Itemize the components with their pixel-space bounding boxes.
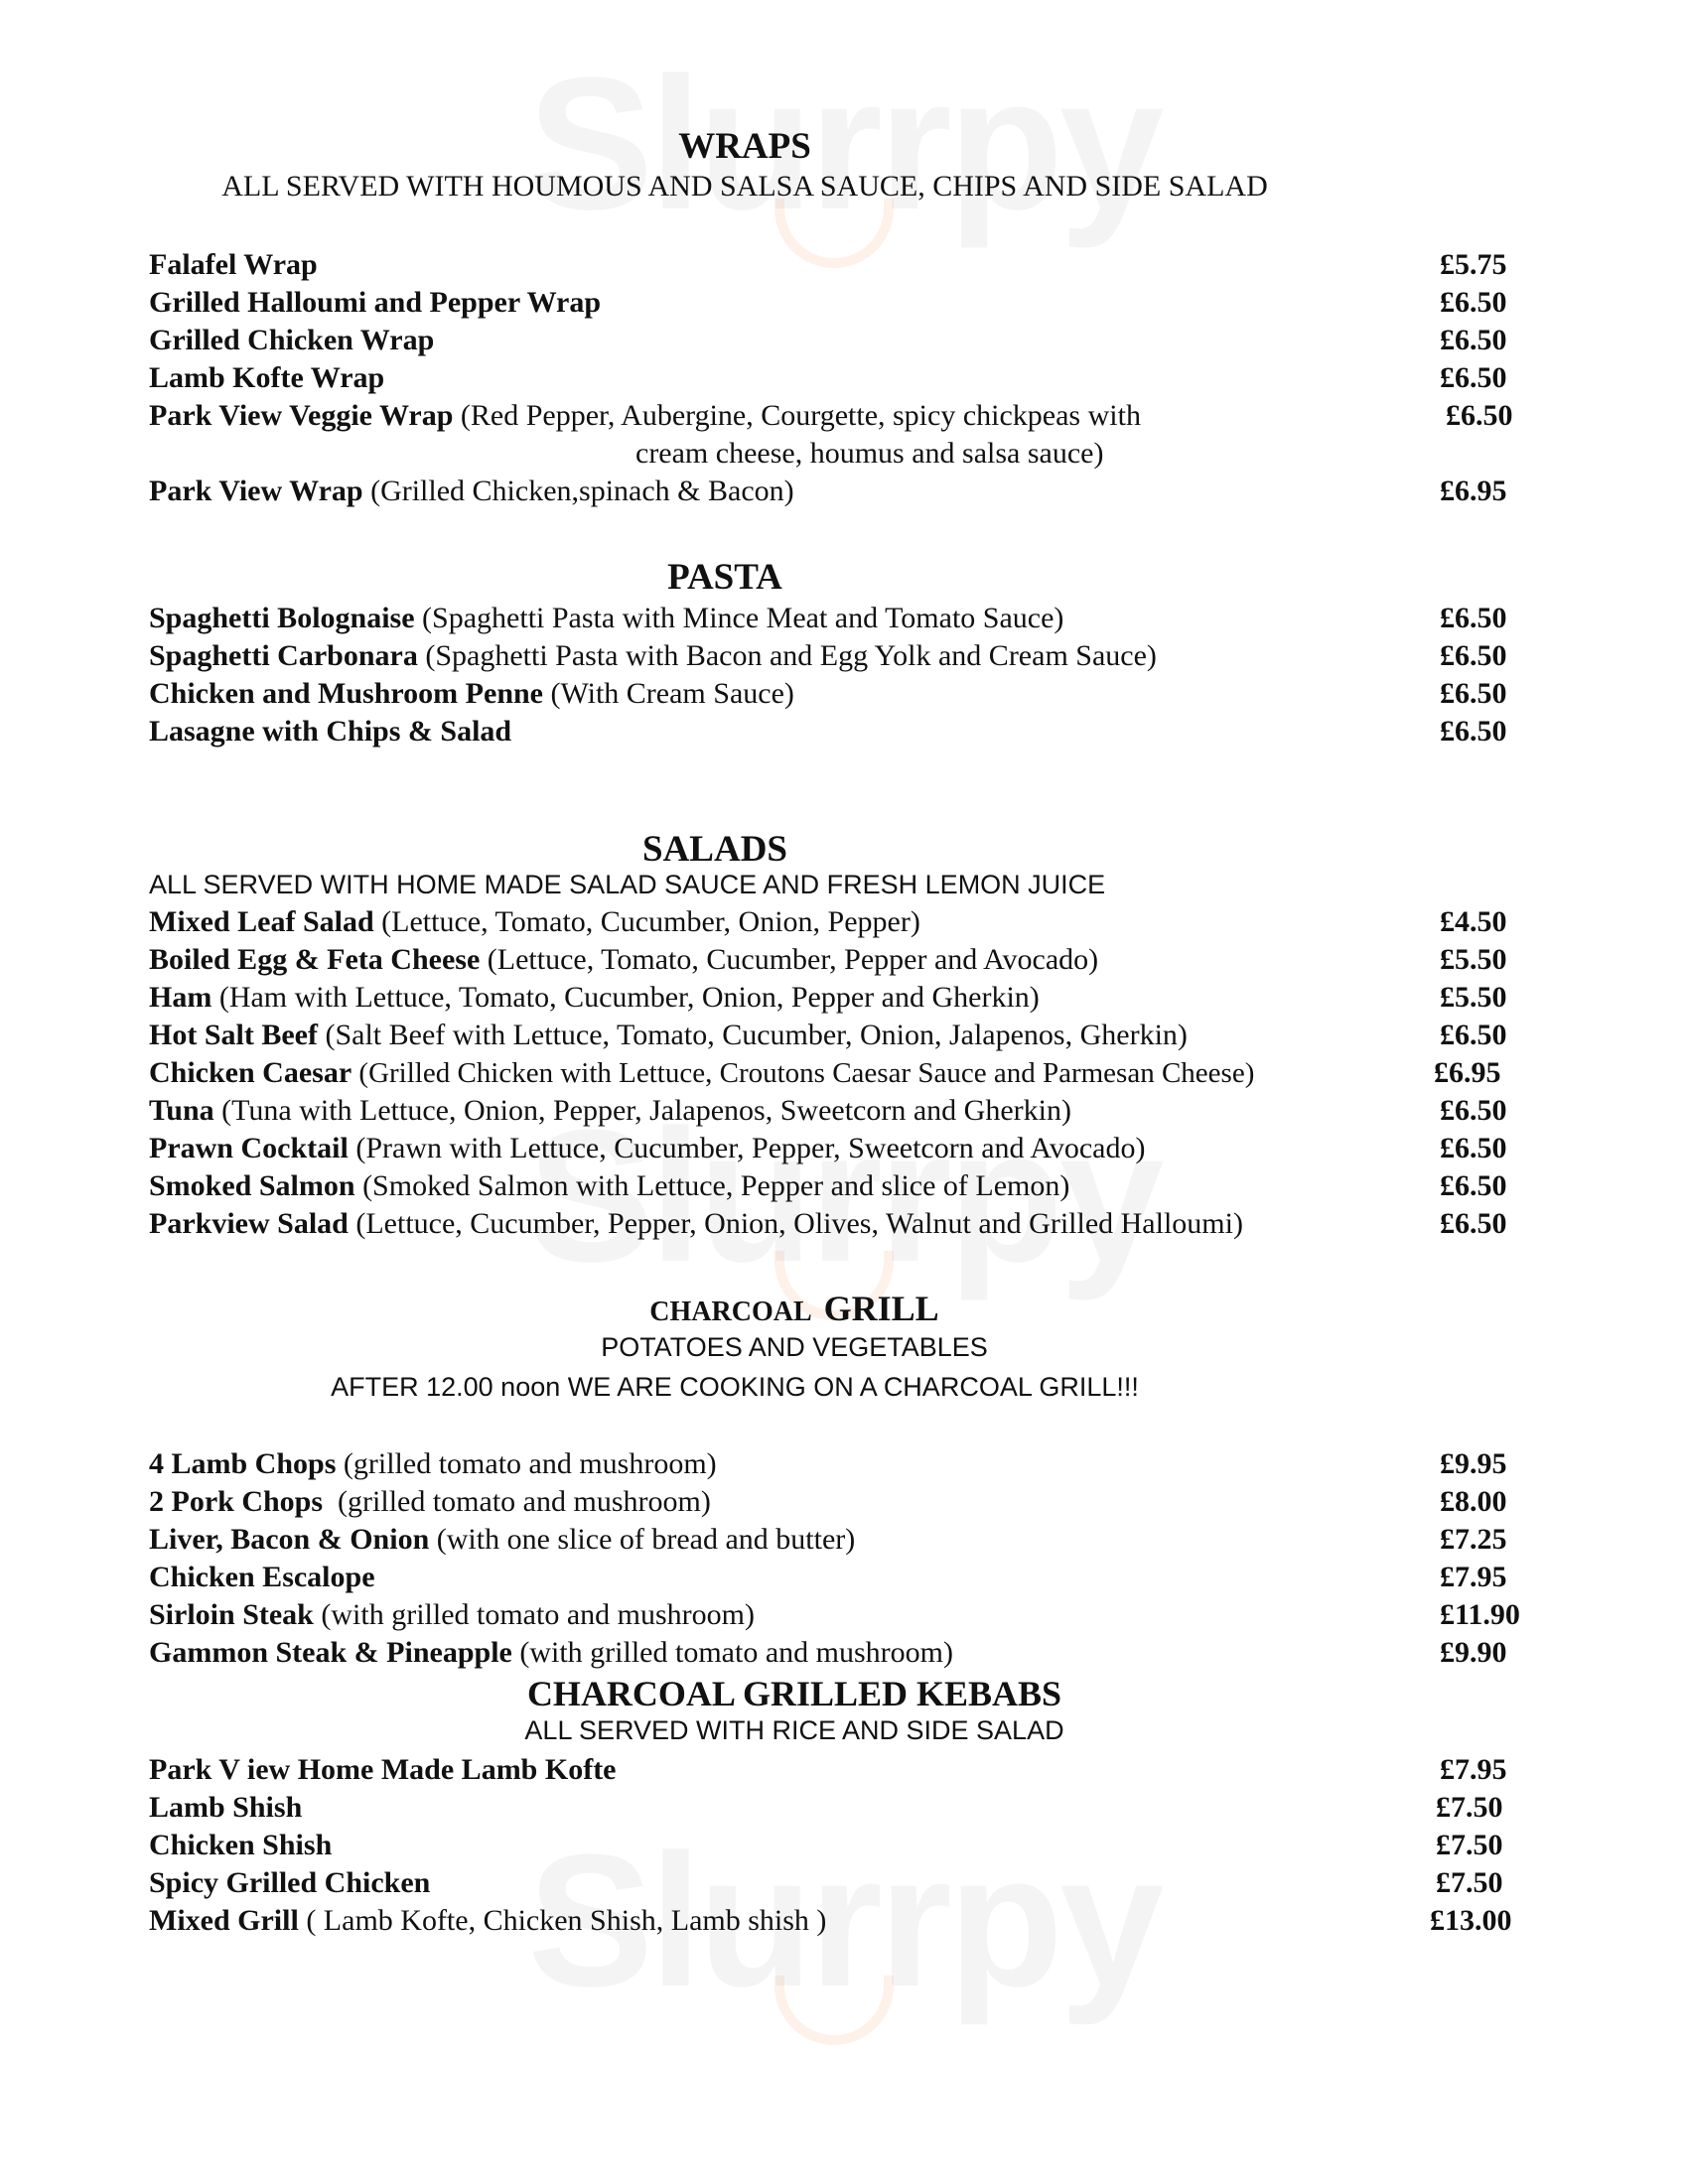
section-title-grill (447, 1289, 1142, 1336)
item-price: £9.95 (1440, 1447, 1507, 1480)
item-description: (grilled tomato and mushroom) (323, 1485, 711, 1518)
item-description: (Lettuce, Cucumber, Pepper, Onion, Olives, Walnut and Grilled Halloumi) (348, 1207, 1243, 1240)
section-subtitle-salads: ALL SERVED WITH HOME MADE SALAD SAUCE AND FRESH LEMON JUICE (149, 870, 1106, 899)
menu-item (149, 1445, 1529, 1483)
item-price: £9.90 (1440, 1636, 1507, 1669)
item-price: £7.50 (1436, 1791, 1503, 1824)
item-description: (Grilled Chicken,spinach & Bacon) (362, 475, 794, 507)
item-name: Chicken and Mushroom Penne (149, 677, 544, 710)
menu-item (149, 600, 1529, 637)
item-description: (Ham with Lettuce, Tomato, Cucumber, Onion, Pepper and Gherkin) (211, 981, 1040, 1014)
item-price: £7.95 (1440, 1753, 1507, 1786)
item-name: Grilled Halloumi and Pepper Wrap (149, 286, 602, 319)
section-subtitle-grill: POTATOES AND VEGETABLES (601, 1332, 988, 1362)
menu-item (149, 903, 1529, 941)
menu-item (149, 675, 1529, 713)
item-price: £7.95 (1440, 1561, 1507, 1593)
item-description: (Spaghetti Pasta with Bacon and Egg Yolk and Cream Sauce) (417, 639, 1157, 672)
item-name: Sirloin Steak (149, 1598, 314, 1631)
menu-item (149, 284, 1529, 322)
menu-item (149, 1789, 1529, 1827)
menu-item (149, 713, 1529, 751)
item-price: £5.50 (1440, 943, 1507, 976)
item-name: Chicken Escalope (149, 1561, 375, 1593)
menu-item (149, 1483, 1529, 1521)
section-title-kebabs: CHARCOAL GRILLED KEBABS (526, 1674, 1062, 1713)
item-name: Spaghetti Carbonara (149, 639, 418, 672)
item-name: Ham (149, 981, 212, 1014)
menu-item (149, 1017, 1529, 1054)
item-name: Spaghetti Bolognaise (149, 602, 415, 634)
item-price: £6.50 (1440, 361, 1507, 394)
item-price: £6.50 (1440, 1019, 1507, 1051)
item-description: (Prawn with Lettuce, Cucumber, Pepper, Sweetcorn and Avocado) (348, 1132, 1146, 1164)
menu-item (149, 246, 1529, 284)
item-name: Lamb Kofte Wrap (149, 361, 385, 394)
menu-item (149, 1827, 1529, 1864)
section-title-wraps: WRAPS (678, 126, 811, 167)
menu-item (149, 1521, 1529, 1559)
item-price: £8.00 (1440, 1485, 1507, 1518)
item-name: Park View Veggie Wrap (149, 399, 454, 432)
item-price: £6.50 (1440, 1169, 1507, 1202)
item-description: (with one slice of bread and butter) (429, 1523, 856, 1556)
item-price: £6.50 (1440, 324, 1507, 356)
item-price: £13.00 (1430, 1904, 1512, 1937)
item-name: 4 Lamb Chops (149, 1447, 337, 1480)
section-subtitle-kebabs: ALL SERVED WITH RICE AND SIDE SALAD (524, 1715, 1064, 1745)
menu-item (149, 1559, 1529, 1596)
grill-notice: AFTER 12.00 noon WE ARE COOKING ON A CHARCOAL GRILL!!! (331, 1372, 1139, 1402)
item-description: (Salt Beef with Lettuce, Tomato, Cucumber, Onion, Jalapenos, Gherkin) (317, 1019, 1188, 1051)
item-description: (with grilled tomato and mushroom) (511, 1636, 953, 1669)
item-price: £6.50 (1440, 715, 1507, 748)
item-name: Prawn Cocktail (149, 1132, 349, 1164)
item-price: £11.90 (1440, 1598, 1520, 1631)
item-name: Parkview Salad (149, 1207, 349, 1240)
item-name: Mixed Grill (149, 1904, 299, 1937)
item-description: (Lettuce, Tomato, Cucumber, Pepper and Avocado) (480, 943, 1099, 976)
section-subtitle-wraps: ALL SERVED WITH HOUMOUS AND SALSA SAUCE, CHIPS AND SIDE SALAD (221, 170, 1268, 203)
item-name: Hot Salt Beef (149, 1019, 318, 1051)
item-name: 2 Pork Chops (149, 1485, 324, 1518)
item-name: Liver, Bacon & Onion (149, 1523, 430, 1556)
item-name: Gammon Steak & Pineapple (149, 1636, 512, 1669)
menu-item (149, 941, 1529, 979)
section-title-pasta: PASTA (667, 557, 782, 598)
item-price: £6.50 (1440, 1094, 1507, 1127)
menu-item (149, 1167, 1529, 1205)
item-price: £6.50 (1440, 677, 1507, 710)
item-name: Park V iew Home Made Lamb Kofte (149, 1753, 617, 1786)
menu-item (149, 397, 1529, 435)
item-description: (grilled tomato and mushroom) (336, 1447, 717, 1480)
grill-title-small: CHARCOAL (649, 1297, 812, 1327)
item-name: Lasagne with Chips & Salad (149, 715, 512, 748)
menu-item (149, 473, 1529, 510)
item-name: Mixed Leaf Salad (149, 905, 374, 938)
item-price: £7.50 (1436, 1866, 1503, 1899)
item-description: (Tuna with Lettuce, Onion, Pepper, Jalapenos, Sweetcorn and Gherkin) (213, 1094, 1071, 1127)
item-description: (with grilled tomato and mushroom) (313, 1598, 755, 1631)
item-price: £6.95 (1440, 475, 1507, 507)
item-price: £5.75 (1440, 248, 1507, 281)
menu-item (149, 1634, 1529, 1672)
item-name: Lamb Shish (149, 1791, 303, 1824)
item-name: Chicken Shish (149, 1829, 333, 1861)
item-name: Boiled Egg & Feta Cheese (149, 943, 481, 976)
grill-title-big: GRILL (823, 1289, 939, 1328)
item-price: £6.50 (1440, 639, 1507, 672)
section-title-salads: SALADS (642, 829, 787, 870)
item-price: £5.50 (1440, 981, 1507, 1014)
item-price: £6.50 (1440, 1132, 1507, 1164)
menu-item (149, 1902, 1529, 1940)
item-description: (Grilled Chicken with Lettuce, Croutons Caesar Sauce and Parmesan Cheese) (352, 1057, 1255, 1089)
menu-item (149, 359, 1529, 397)
menu-item (149, 1864, 1529, 1902)
menu-item (149, 1092, 1529, 1130)
item-name: Smoked Salmon (149, 1169, 355, 1202)
item-price: £6.50 (1440, 1207, 1507, 1240)
item-price: £6.95 (1434, 1056, 1501, 1089)
menu-item (149, 637, 1529, 675)
item-description: (Smoked Salmon with Lettuce, Pepper and slice of Lemon) (354, 1169, 1070, 1202)
item-price: £7.25 (1440, 1523, 1507, 1556)
menu-item (149, 1596, 1529, 1634)
item-name: Spicy Grilled Chicken (149, 1866, 431, 1899)
item-name: Falafel Wrap (149, 248, 318, 281)
item-price: £6.50 (1440, 286, 1507, 319)
menu-item (149, 979, 1529, 1017)
item-description: (With Cream Sauce) (543, 677, 794, 710)
menu-item (149, 1751, 1529, 1789)
watermark-drop-icon (774, 1976, 894, 2045)
menu-item (149, 1054, 1529, 1092)
item-description: (Red Pepper, Aubergine, Courgette, spicy chickpeas with (453, 399, 1141, 432)
menu-item (149, 1130, 1529, 1167)
item-description-continued: cream cheese, houmus and salsa sauce) (635, 437, 1104, 470)
item-description: (Spaghetti Pasta with Mince Meat and Tomato Sauce) (414, 602, 1064, 634)
menu-item (149, 1205, 1529, 1243)
item-price: £6.50 (1440, 602, 1507, 634)
item-price: £7.50 (1436, 1829, 1503, 1861)
item-name: Park View Wrap (149, 475, 363, 507)
item-name: Grilled Chicken Wrap (149, 324, 435, 356)
menu-item (149, 322, 1529, 359)
item-price: £4.50 (1440, 905, 1507, 938)
item-price: £6.50 (1446, 399, 1513, 432)
item-description: ( Lamb Kofte, Chicken Shish, Lamb shish ) (298, 1904, 827, 1937)
item-description: (Lettuce, Tomato, Cucumber, Onion, Pepper) (373, 905, 920, 938)
item-name: Chicken Caesar (149, 1056, 352, 1089)
item-name: Tuna (149, 1094, 214, 1127)
